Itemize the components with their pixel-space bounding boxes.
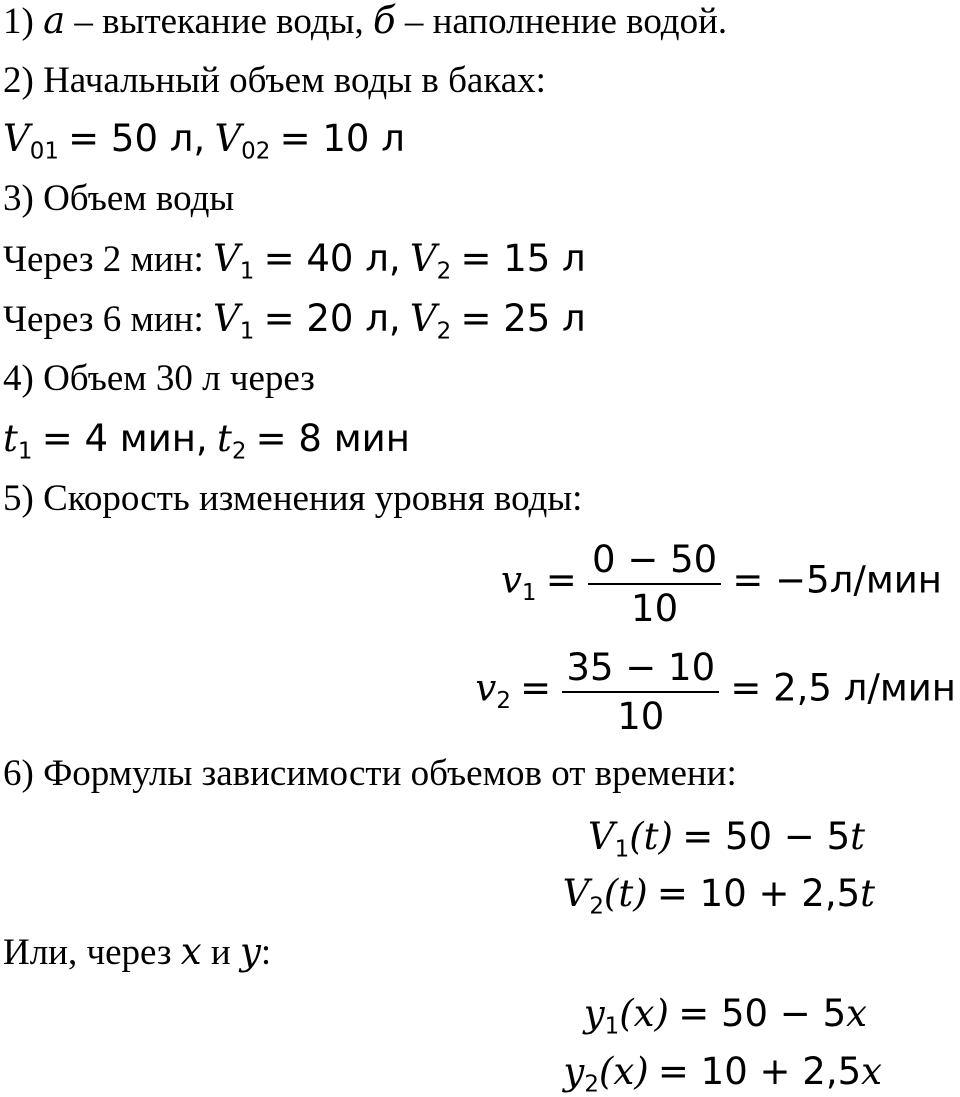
fraction — [588, 538, 721, 630]
subscript: 2 — [496, 687, 511, 714]
equation-part: = 50 − 5 — [682, 815, 851, 858]
line-1 — [3, 2, 727, 40]
result: = 2,5 л/мин — [730, 666, 956, 710]
equation-y2 — [563, 1050, 882, 1097]
argument: (x) — [598, 1050, 649, 1093]
line-11 — [3, 930, 272, 973]
argument: (t) — [603, 872, 648, 915]
equals: = — [520, 666, 552, 710]
equation-part: = 10 л — [279, 117, 405, 160]
equation-part: = 10 + 2,5 — [656, 872, 861, 915]
subscript: 2 — [589, 893, 604, 920]
equation-part: = 20 л, — [263, 297, 401, 340]
line-4: 3) Объем воды — [3, 178, 235, 219]
subscript: 2 — [436, 258, 452, 285]
var-x: x — [861, 1050, 882, 1093]
var-b: б — [373, 0, 396, 42]
var-v: v — [475, 666, 497, 710]
line-3 — [3, 117, 405, 165]
var-V: V — [562, 872, 590, 915]
var-y: y — [583, 992, 605, 1035]
var-V: V — [213, 237, 240, 280]
var-V: V — [213, 297, 240, 340]
var-V: V — [3, 117, 30, 160]
var-V: V — [409, 237, 437, 280]
equation-part: = 40 л, — [263, 237, 401, 280]
subscript: 2 — [436, 318, 452, 345]
line-2: 2) Начальный объем воды в баках: — [3, 60, 546, 101]
var-V: V — [214, 117, 242, 160]
result: = −5л/мин — [732, 558, 942, 602]
equation-V2 — [562, 872, 875, 920]
text: Или, через — [3, 932, 172, 973]
var-x: x — [180, 930, 202, 973]
var-t: t — [850, 815, 865, 858]
text: – наполнение водой. — [404, 1, 728, 42]
subscript: 1 — [239, 318, 255, 345]
equation-V1 — [587, 815, 865, 863]
numerator: 0 − 50 — [588, 538, 721, 585]
numerator: 35 − 10 — [562, 646, 719, 693]
var-t: t — [860, 872, 875, 915]
subscript: 1 — [614, 836, 630, 863]
var-a: а — [43, 0, 66, 42]
denominator: 10 — [617, 695, 665, 738]
var-y: y — [563, 1050, 585, 1093]
equation-part: = 8 мин — [255, 417, 410, 460]
var-t: t — [216, 417, 232, 460]
var-y: y — [239, 930, 261, 973]
fraction — [562, 646, 719, 738]
subscript: 1 — [239, 258, 255, 285]
text: Через 2 мин: — [3, 239, 204, 280]
equation-part: = 50 − 5 — [678, 992, 847, 1035]
equation-y1 — [583, 992, 867, 1040]
line-9: 5) Скорость изменения уровня воды: — [3, 478, 583, 519]
var-V: V — [587, 815, 615, 858]
var-v: v — [501, 558, 522, 602]
var-x: x — [846, 992, 867, 1035]
line-6 — [3, 297, 586, 345]
subscript: 1 — [604, 1013, 620, 1040]
subscript: 2 — [231, 438, 247, 465]
text: – вытекание воды, — [74, 1, 364, 42]
line-5 — [3, 237, 586, 285]
denominator: 10 — [631, 587, 679, 630]
text: Через 6 мин: — [3, 299, 204, 340]
subscript: 2 — [584, 1071, 599, 1097]
subscript: 02 — [241, 138, 271, 165]
subscript: 1 — [17, 438, 33, 465]
formula-v1 — [501, 538, 942, 630]
equation-part: = 50 л, — [68, 117, 206, 160]
argument: (x) — [619, 992, 669, 1035]
formula-v2 — [475, 646, 956, 738]
text: : — [260, 932, 272, 973]
text: и — [210, 932, 231, 973]
equation-part: = 25 л — [460, 297, 586, 340]
argument: (t) — [629, 815, 673, 858]
subscript: 01 — [29, 138, 59, 165]
equation-part: = 10 + 2,5 — [657, 1050, 862, 1093]
line-7: 4) Объем 30 л через — [3, 358, 315, 399]
subscript: 1 — [521, 579, 537, 606]
equation-part: = 4 мин, — [41, 417, 208, 460]
var-V: V — [409, 297, 437, 340]
item-number: 1) — [3, 1, 34, 42]
equation-part: = 15 л — [460, 237, 586, 280]
line-8 — [3, 417, 410, 465]
line-10: 6) Формулы зависимости объемов от времени: — [3, 753, 737, 794]
equals: = — [545, 558, 577, 602]
var-t: t — [3, 417, 18, 460]
